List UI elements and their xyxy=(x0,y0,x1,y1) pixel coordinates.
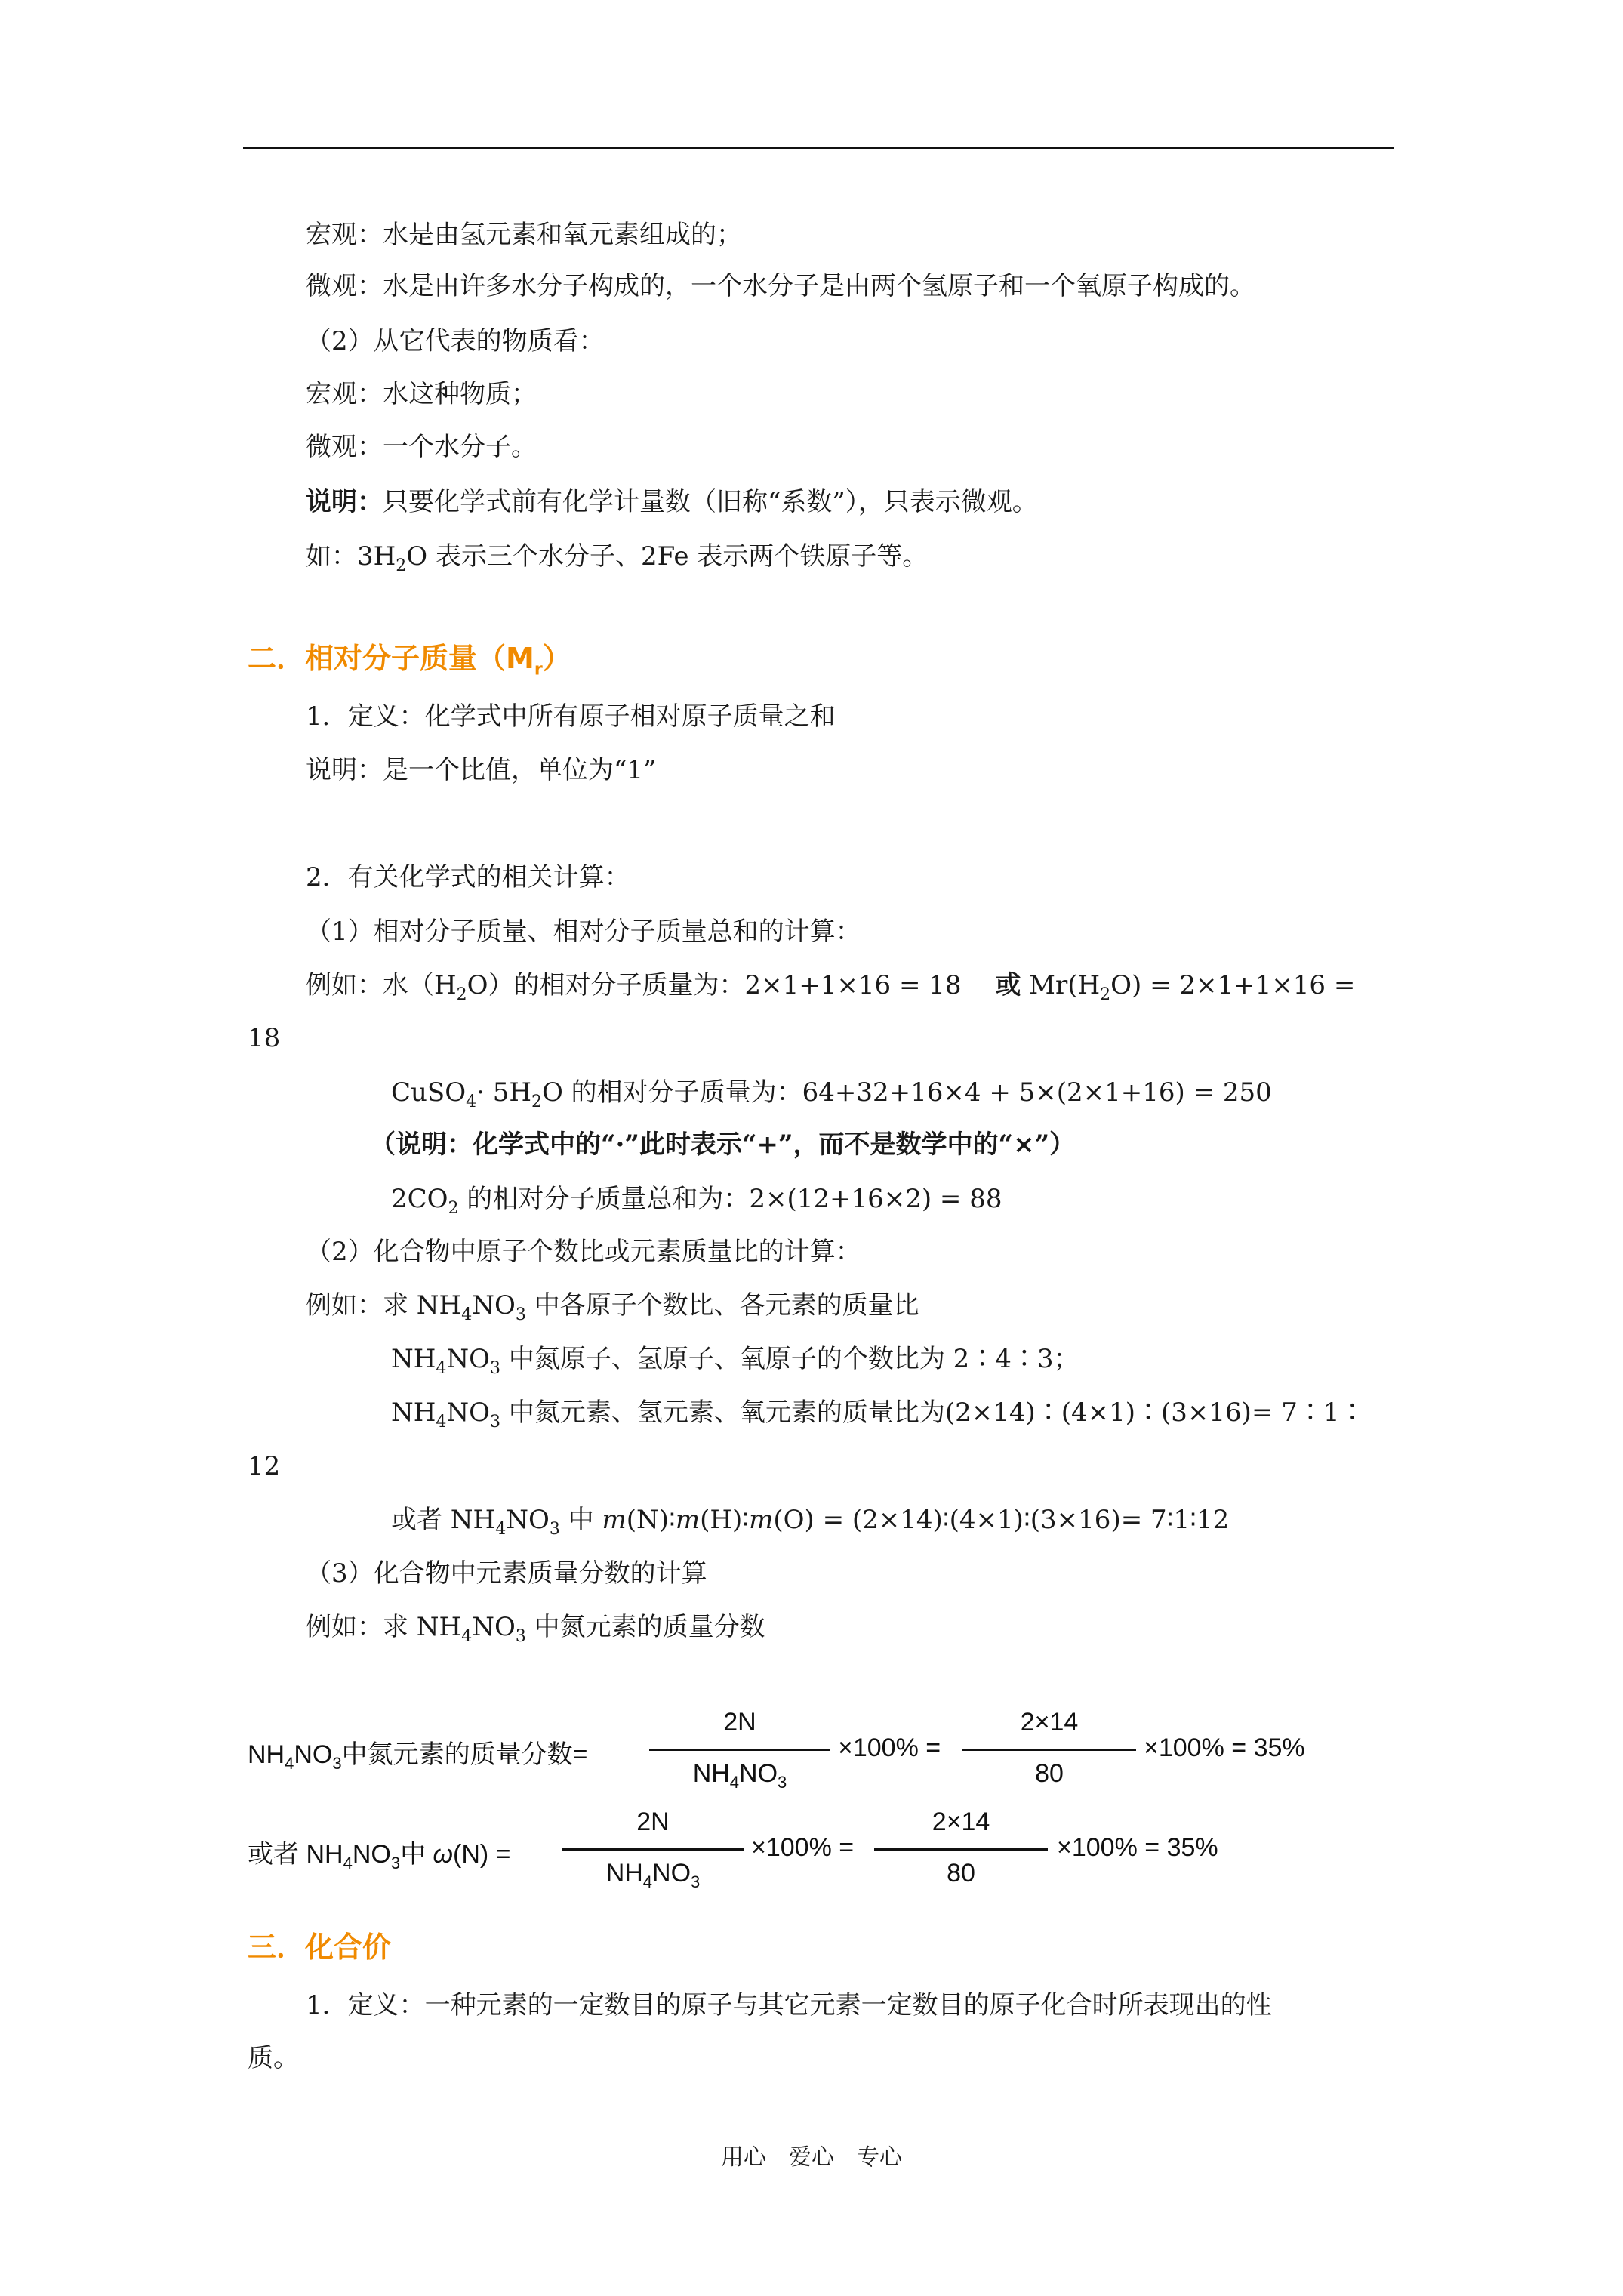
fraction-denominator: $NH_4NO_3$ xyxy=(605,1859,701,1891)
text-line: 说明：是一个比值，单位为“1” xyxy=(306,755,657,785)
text-line: （3）化合物中元素质量分数的计算 xyxy=(306,1558,707,1589)
text-line: 2．有关化学式的相关计算： xyxy=(306,862,630,892)
fraction-bar xyxy=(562,1848,744,1851)
text-line: 18 xyxy=(248,1023,281,1053)
formula-lhs: 或者 $NH_4NO_3$中 ω(N) = xyxy=(248,1840,511,1872)
text-line: 微观：水是由许多水分子构成的，一个水分子是由两个氢原子和一个氧原子构成的。 xyxy=(306,271,1255,301)
text-line: 12 xyxy=(248,1451,281,1481)
text-line xyxy=(306,485,1038,519)
text-line: 微观：一个水分子。 xyxy=(306,432,537,462)
header-rule xyxy=(243,147,1394,149)
text-line: 1．定义：化学式中所有原子相对原子质量之和 xyxy=(306,701,836,732)
text-line: $NH_4NO_3$ 中氮原子、氢原子、氧原子的个数比为 2∶4∶3； xyxy=(391,1344,1079,1378)
fraction-bar xyxy=(874,1848,1048,1851)
note-label: 说明： xyxy=(306,487,383,517)
text-line: 如：$3H_2O$ 表示三个水分子、2Fe 表示两个铁原子等。 xyxy=(306,541,929,575)
text-line: CuSO$_4$· $5H_2O$ 的相对分子质量为：64+32+16×4 + 5×(2×1+16) = 250 xyxy=(391,1077,1272,1111)
formula-lhs: $NH_4NO_3$中氮元素的质量分数= xyxy=(248,1740,588,1773)
text-line: $2CO_2$ 的相对分子质量总和为：2×(12+16×2) = 88 xyxy=(391,1184,1002,1218)
fraction-denominator: 80 xyxy=(947,1859,975,1888)
formula-multiplier: ×100% = xyxy=(751,1833,855,1862)
fraction-denominator: $NH_4NO_3$ xyxy=(692,1759,787,1792)
fraction-denominator: 80 xyxy=(1035,1759,1064,1788)
text-line: 1．定义：一种元素的一定数目的原子与其它元素一定数目的原子化合时所表现出的性 xyxy=(306,1990,1272,2020)
fraction-numerator: 2×14 xyxy=(1020,1708,1079,1737)
text-line: 例如：求 $NH_4NO_3$ 中各原子个数比、各元素的质量比 xyxy=(306,1290,919,1324)
formula-result: ×100% = 35% xyxy=(1144,1734,1305,1762)
fraction-numerator: 2N xyxy=(723,1708,756,1737)
text-line: （2）化合物中原子个数比或元素质量比的计算： xyxy=(306,1237,861,1267)
text-line: 质。 xyxy=(248,2043,299,2073)
text-line: $NH_4NO_3$ 中氮元素、氢元素、氧元素的质量比为(2×14)∶(4×1)∶(3×16)= 7∶1∶ xyxy=(391,1398,1366,1432)
text-line: 或者 $NH_4NO_3$ 中 m(N)∶m(H)∶m(O) = (2×14)∶(4×1)∶(3×16)= 7∶1∶12 xyxy=(391,1505,1230,1539)
fraction-bar xyxy=(962,1749,1136,1751)
text-line: 宏观：水这种物质； xyxy=(306,379,537,409)
note-text: 只要化学式前有化学计量数（旧称“系数”），只表示微观。 xyxy=(383,487,1038,517)
fraction-bar xyxy=(649,1749,830,1751)
page-footer: 用心 爱心 专心 xyxy=(721,2144,902,2171)
fraction-numerator: 2N xyxy=(636,1808,670,1836)
formula-result: ×100% = 35% xyxy=(1057,1833,1218,1862)
text-line: （2）从它代表的物质看： xyxy=(306,326,605,356)
text-line: （1）相对分子质量、相对分子质量总和的计算： xyxy=(306,917,861,947)
section-heading: 二．相对分子质量$(M_r)$ xyxy=(248,642,571,680)
formula-multiplier: ×100% = xyxy=(838,1734,941,1762)
fraction-numerator: 2×14 xyxy=(932,1808,990,1836)
text-line: 例如：水$(H_2O)$的相对分子质量为：2×1+1×16 = 18 或 $Mr(H_2O) = 2\times 1+1\times 16$ = xyxy=(306,970,1356,1004)
text-line: 宏观：水是由氢元素和氧元素组成的； xyxy=(306,220,742,250)
text-line: 例如：求 $NH_4NO_3$ 中氮元素的质量分数 xyxy=(306,1612,765,1646)
section-heading: 三．化合价 xyxy=(248,1931,392,1964)
text-line: （说明：化学式中的“·”此时表示“+”，而不是数学中的“×”） xyxy=(370,1130,1076,1160)
